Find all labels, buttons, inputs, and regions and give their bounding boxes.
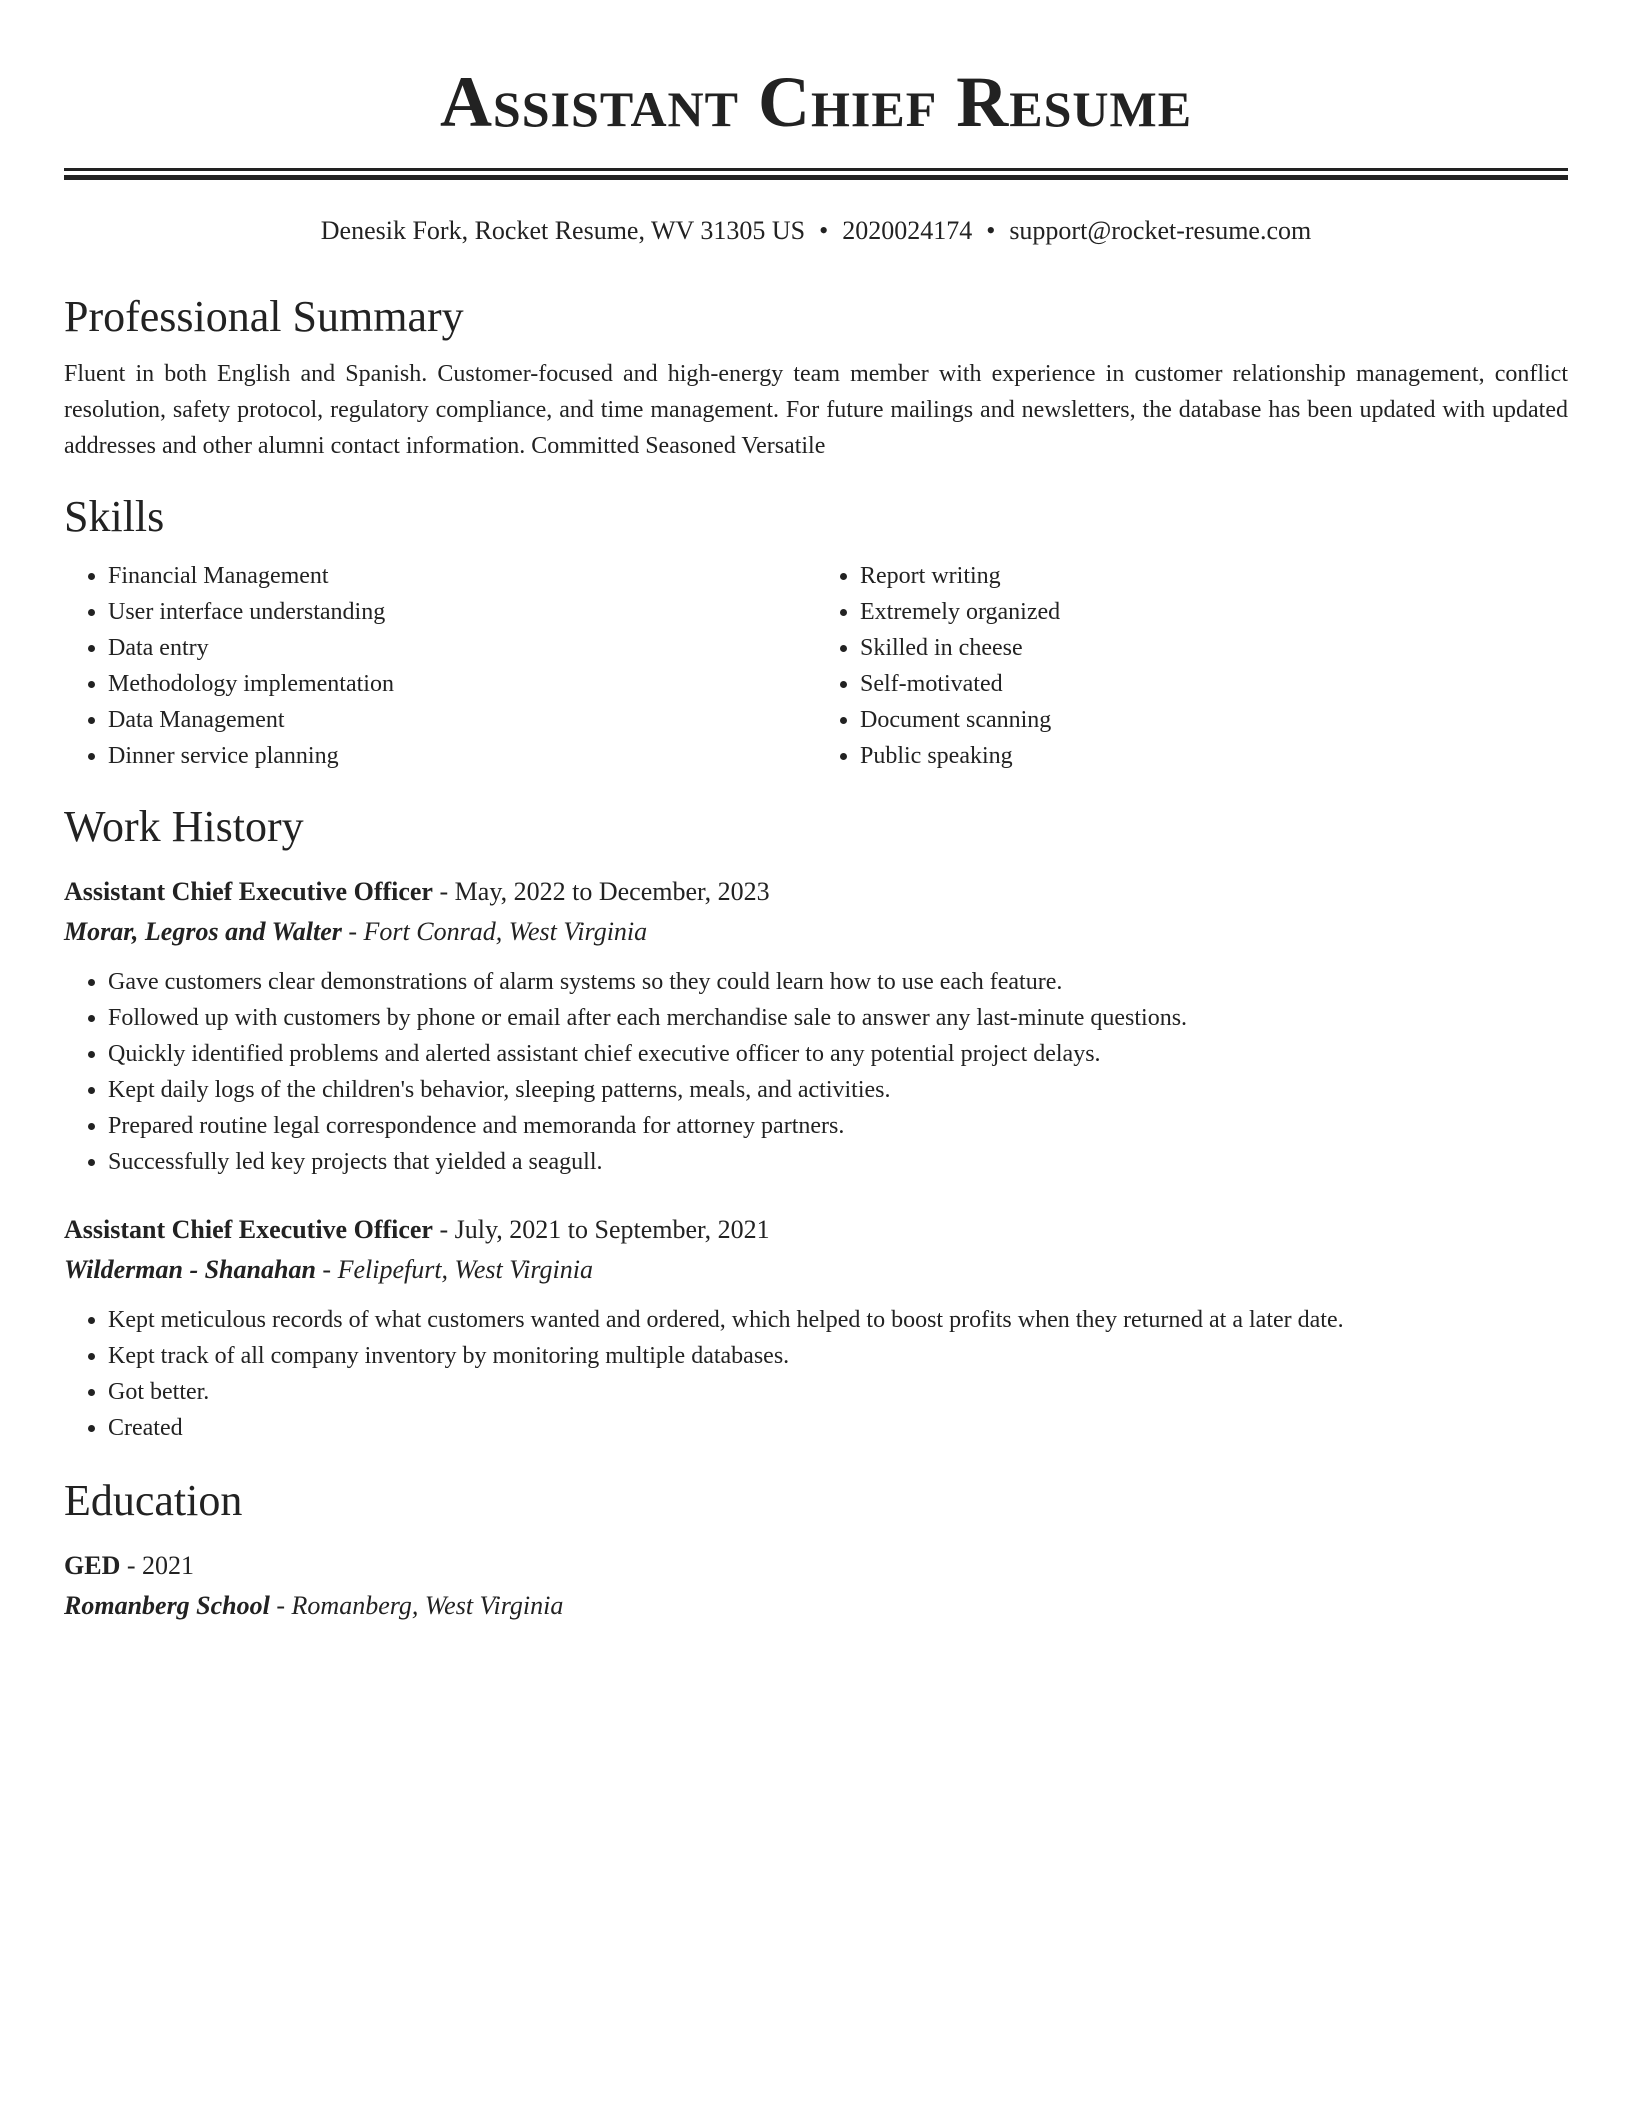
job-bullet: • Created <box>108 1410 1568 1446</box>
skill-item: • Public speaking <box>860 738 1568 774</box>
contact-separator: • <box>986 216 996 245</box>
work-history-heading: Work History <box>64 802 304 851</box>
education-heading: Education <box>64 1476 243 1525</box>
summary-text: Fluent in both English and Spanish. Customer-focused and high-energy team member with experience in customer relationship management, conflict resolution, safety protocol, regulatory compliance, and time management. For future mailings and newsletters, the database has been updated with updated addresses and other alumni contact information. Committed Seasoned Versatile <box>64 361 1568 459</box>
job-bullet: • Gave customers clear demonstrations of alarm systems so they could learn how to use each feature. <box>108 964 1568 1000</box>
skill-item: • Document scanning <box>860 702 1568 738</box>
skills-list-right <box>816 558 1568 774</box>
job-bullet: • Prepared routine legal correspondence and memoranda for attorney partners. <box>108 1108 1568 1144</box>
job-bullet: • Followed up with customers by phone or email after each merchandise sale to answer any last-minute questions. <box>108 1000 1568 1036</box>
title-divider <box>64 168 1568 180</box>
job-company-line: Wilderman - Shanahan - Felipefurt, West Virginia <box>64 1255 593 1284</box>
job-bullet: • Successfully led key projects that yielded a seagull. <box>108 1144 1568 1180</box>
job-location: Felipefurt, West Virginia <box>337 1255 593 1284</box>
degree-line: GED - 2021 <box>64 1551 195 1580</box>
school-name: Romanberg School <box>64 1591 270 1620</box>
job-bullets <box>64 1302 1568 1446</box>
skills-heading: Skills <box>64 492 165 541</box>
contact-phone: 2020024174 <box>842 216 973 245</box>
job-company-line: Morar, Legros and Walter - Fort Conrad, West Virginia <box>64 917 648 946</box>
degree: GED <box>64 1551 121 1580</box>
skill-item: • Self-motivated <box>860 666 1568 702</box>
skill-item: • Data Management <box>108 702 816 738</box>
job-company: Morar, Legros and Walter <box>64 917 342 946</box>
degree-year: 2021 <box>142 1551 195 1580</box>
skills-list-left <box>64 558 816 774</box>
skill-item: • Methodology implementation <box>108 666 816 702</box>
skill-item: • Skilled in cheese <box>860 630 1568 666</box>
skill-item: • User interface understanding <box>108 594 816 630</box>
skills-columns <box>64 558 1568 774</box>
resume-page <box>64 0 1568 1626</box>
skill-item: • Extremely organized <box>860 594 1568 630</box>
job-entry <box>64 1210 1568 1446</box>
skill-item: • Report writing <box>860 558 1568 594</box>
school-location: Romanberg, West Virginia <box>291 1591 564 1620</box>
contact-email: support@rocket-resume.com <box>1009 216 1312 245</box>
skill-item: • Data entry <box>108 630 816 666</box>
school-line: Romanberg School - Romanberg, West Virginia <box>64 1591 564 1620</box>
job-bullet: • Kept track of all company inventory by monitoring multiple databases. <box>108 1338 1568 1374</box>
skill-item: • Financial Management <box>108 558 816 594</box>
job-title: Assistant Chief Executive Officer <box>64 877 433 906</box>
job-dates: May, 2022 to December, 2023 <box>454 877 770 906</box>
job-location: Fort Conrad, West Virginia <box>363 917 648 946</box>
job-title: Assistant Chief Executive Officer <box>64 1215 433 1244</box>
job-dates: July, 2021 to September, 2021 <box>454 1215 770 1244</box>
resume-title: Assistant Chief Resume <box>439 62 1193 142</box>
job-bullet: • Kept daily logs of the children's behavior, sleeping patterns, meals, and activities. <box>108 1072 1568 1108</box>
contact-line <box>64 214 1568 248</box>
contact-separator: • <box>819 216 829 245</box>
education-entry <box>64 1546 1568 1626</box>
job-company: Wilderman - Shanahan <box>64 1255 316 1284</box>
skill-item: • Dinner service planning <box>108 738 816 774</box>
job-bullet: • Kept meticulous records of what customers wanted and ordered, which helped to boost profits when they returned at a later date. <box>108 1302 1568 1338</box>
contact-address: Denesik Fork, Rocket Resume, WV 31305 US <box>320 216 806 245</box>
job-title-line: Assistant Chief Executive Officer - May, 2022 to December, 2023 <box>64 877 770 906</box>
job-bullet: • Quickly identified problems and alerted assistant chief executive officer to any potential project delays. <box>108 1036 1568 1072</box>
summary-heading: Professional Summary <box>64 292 464 341</box>
job-entry <box>64 872 1568 1180</box>
job-title-line: Assistant Chief Executive Officer - July, 2021 to September, 2021 <box>64 1215 770 1244</box>
job-bullets <box>64 964 1568 1180</box>
job-bullet: • Got better. <box>108 1374 1568 1410</box>
